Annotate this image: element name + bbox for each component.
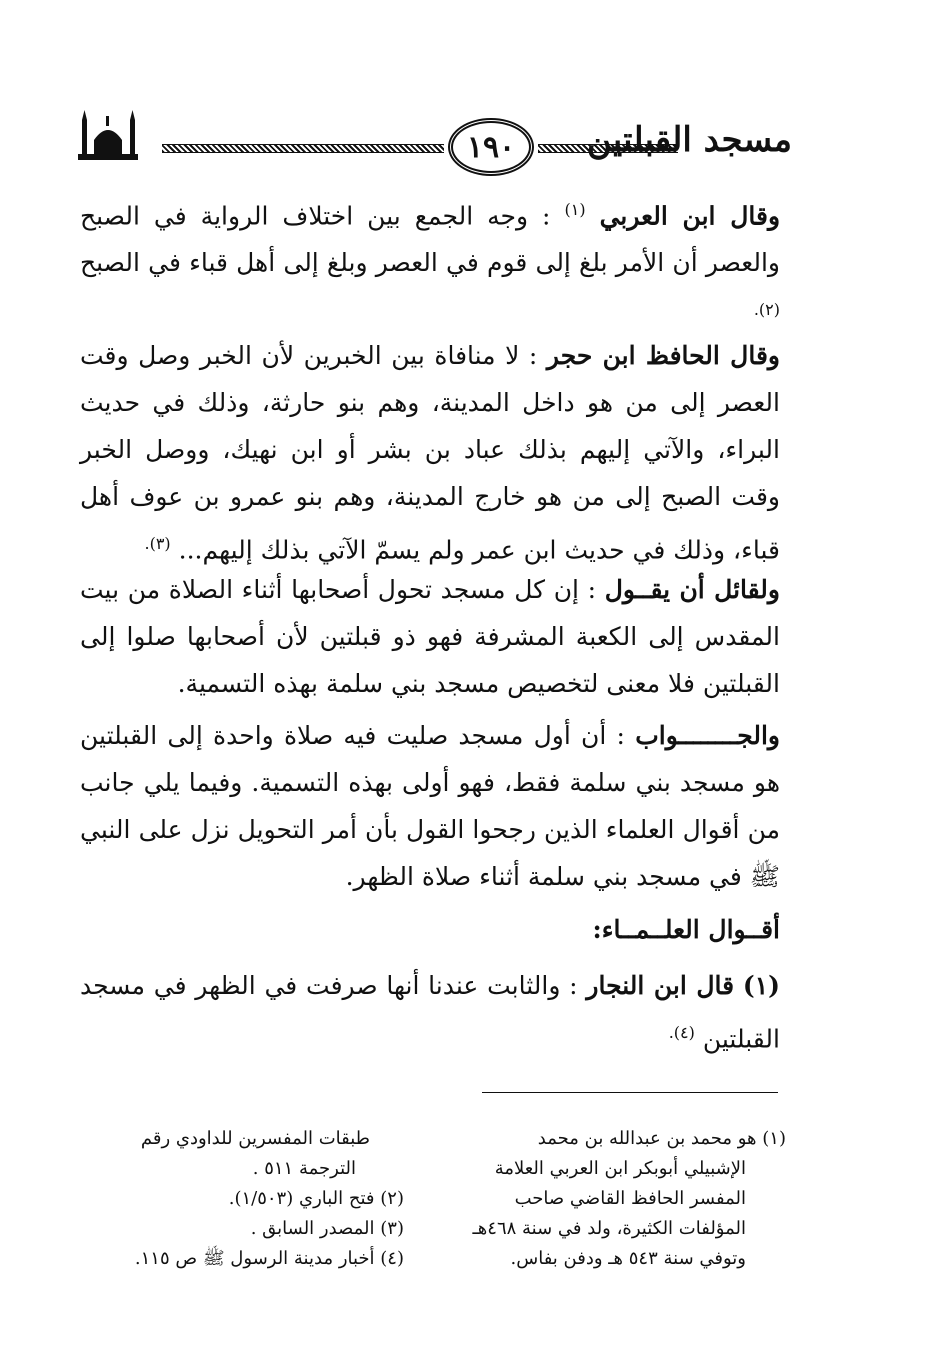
footnote-line: طبقات المفسرين للداودي رقم bbox=[140, 1128, 370, 1149]
footnote-separator bbox=[482, 1092, 778, 1093]
paragraph-objection bbox=[80, 566, 780, 707]
page-header bbox=[70, 108, 792, 178]
paragraph-ibn-najjar bbox=[80, 962, 780, 1062]
header-ornament-left bbox=[162, 144, 444, 153]
paragraph-text: : والثابت عندنا أنها صرفت في الظهر في مسجد القبلتين bbox=[80, 971, 780, 1054]
speaker: وقال الحافظ ابن حجر bbox=[546, 341, 780, 370]
footnote-line: (٤) أخبار مدينة الرسول ﷺ ص ١١٥. bbox=[134, 1248, 404, 1269]
footnote-line: الترجمة ٥١١ . bbox=[252, 1158, 356, 1179]
footnote-line: المفسر الحافظ القاضي صاحب bbox=[514, 1188, 746, 1209]
section-heading: أقــوال العلــمــاء: bbox=[592, 915, 780, 944]
paragraph-text: : وجه الجمع بين اختلاف الرواية في الصبح والعصر أن الأمر بلغ إلى قوم في العصر وبلغ إلى أهل قباء في الصبح bbox=[80, 201, 780, 278]
page-number: ١٩٠ bbox=[448, 118, 534, 176]
footnote-ref: (١) bbox=[564, 200, 586, 219]
paragraph-text: : إن كل مسجد تحول أصحابها أثناء الصلاة من بيت المقدس إلى الكعبة المشرفة فهو ذو قبلتين لأن أصحابها صلوا إلى القبلتين فلا معنى لتخصيص مسجد بني سلمة بهذه التسمية. bbox=[80, 575, 780, 698]
paragraph-text: : أن أول مسجد صليت فيه صلاة واحدة إلى القبلتين هو مسجد بني سلمة فقط، فهو أولى بهذه التسمية. وفيما يلي جانب من أقوال العلماء الذين رجحوا القول بأن أمر التحويل نزل على النبي ﷺ في مسجد بني سلمة أثناء صلاة الظهر. bbox=[80, 721, 780, 891]
footnote-ref: (٢). bbox=[753, 300, 780, 320]
speaker: وقال ابن العربي bbox=[599, 201, 781, 231]
mosque-icon bbox=[78, 110, 138, 162]
footnote-ref: (٣). bbox=[144, 534, 171, 553]
quote-number: (١) bbox=[742, 971, 780, 1000]
footnote-line: (٢) فتح الباري (١/٥٠٣). bbox=[228, 1188, 404, 1209]
footnote-line: الإشبيلي أبوبكر ابن العربي العلامة bbox=[494, 1158, 746, 1179]
speaker: والجــــــــواب bbox=[635, 721, 780, 750]
speaker: ولقائل أن يقــول bbox=[604, 575, 781, 604]
footnote-line: المؤلفات الكثيرة، ولد في سنة ٤٦٨هـ bbox=[472, 1218, 746, 1239]
paragraph-answer bbox=[80, 712, 780, 900]
paragraph-ibn-arabi bbox=[80, 186, 780, 340]
footnote-line: (١) هو محمد بن عبدالله بن محمد bbox=[537, 1128, 786, 1149]
speaker: قال ابن النجار bbox=[586, 971, 735, 1000]
footnote-line: (٣) المصدر السابق . bbox=[250, 1218, 404, 1239]
paragraph-text: : لا منافاة بين الخبرين لأن الخبر وصل وقت العصر إلى من هو داخل المدينة، وهم بنو حارثة، وذلك في حديث البراء، والآتي إليهم بذلك عباد بن بشر أو ابن نهيك، ووصل الخبر وقت الصبح إلى من هو خارج المدينة، وهم بنو عمرو بن عوف أهل قباء، وذلك في حديث ابن عمر ولم يسمّ الآتي بذلك إليهم... bbox=[80, 341, 780, 565]
paragraph-ibn-hajar bbox=[80, 332, 780, 573]
running-title: مسجد القبلتين bbox=[586, 120, 792, 160]
footnote-ref: (٤). bbox=[668, 1023, 695, 1042]
footnote-line: وتوفي سنة ٥٤٣ هـ ودفن بفاس. bbox=[510, 1248, 746, 1269]
